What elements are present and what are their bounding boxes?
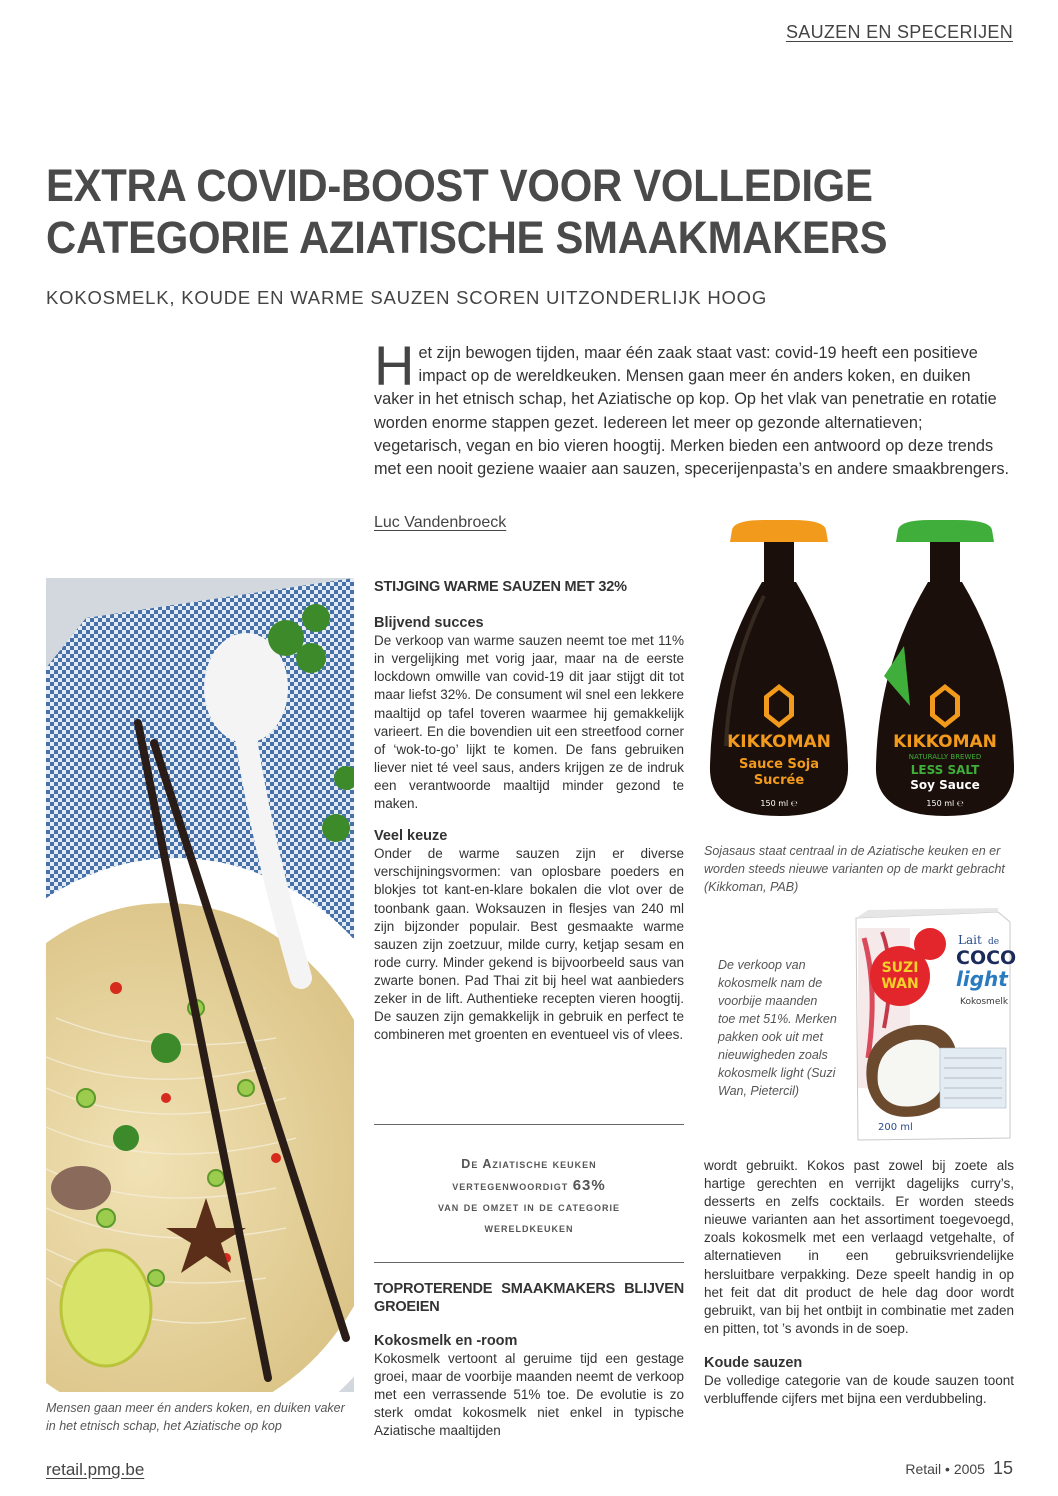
bottle1-line2: Sucrée <box>753 773 805 788</box>
coco-brand-2: WAN <box>881 976 919 992</box>
coco-de: de <box>988 937 1000 947</box>
pullquote-rule-bottom <box>374 1262 684 1263</box>
bottle-sauce-soja-sucree <box>710 520 848 816</box>
coco-light: light <box>956 967 1008 991</box>
bottle1-volume: 150 ml ℮ <box>760 799 798 808</box>
soup-caption: Mensen gaan meer én anders koken, en duiken vaker in het etnisch schap, het Aziatische op kop <box>46 1401 345 1433</box>
bottle1-brand: KIKKOMAN <box>727 732 831 752</box>
bottle2-sub: NATURALLY BREWED <box>908 753 982 761</box>
column-right-lower <box>704 1157 1014 1408</box>
text-veel-keuze: Onder de warme sauzen zijn er diverse verschijningsvormen: van oplosbare poeders en blokjes tot kant-en-klare bokalen die vlot over de toonbank gaan. Woksauzen in flesjes van 240 ml zijn bijzonder populair. Best gesmaakte warme sauzen zijn zoetzuur, milde curry, ketjap sesam en rode curry. Minder gekend is bijvoorbeeld saus van zwarte bonen. Pad Thai zit bij heel wat aanbieders zeker in de lift. Authentieke recepten vieren hoogtij. De sauzen zijn gemakkelijk in gebruik en perfect te combineren met groenten en eventueel vis of vlees. <box>374 846 684 1043</box>
text-blijvend-succes: De verkoop van warme sauzen neemt toe met 11% in vergelijking met vorig jaar, maar na de eerste lockdown omwille van covid-19 dit jaar stijgt dit tot maar liefst 32%. De consument wil snel een lekkere maaltijd op tafel toveren waarmee hij gemakkelijk varieert. En die bovendien uit een streetfood corner of ‘wok-to-go’ lijkt te komen. De fans gebruiken liever niet té veel saus, anders krijgen ze de indruk een verantwoorde maaltijd minder gezond te maken. <box>374 633 684 812</box>
kikkoman-bottles <box>704 516 1014 834</box>
article-title-line-2: CATEGORIE AZIATISCHE SMAAKMAKERS <box>46 212 888 263</box>
text-kokosmelk: Kokosmelk vertoont al geruime tijd een gestage groei, maar de voorbije maanden neemt de verkoop met een verrassende 51% toe. De evolutie is zo sterk omdat kokosmelk niet enkel in typische Aziatische maaltijden <box>374 1351 684 1439</box>
pullquote-line-4: wereldkeuken <box>484 1221 574 1235</box>
heading-veel-keuze: Veel keuze <box>374 828 448 845</box>
bottle2-brand: KIKKOMAN <box>893 732 997 752</box>
kikkoman-photo <box>704 516 1014 834</box>
pullquote-line-2 <box>374 1175 684 1197</box>
heading-blijvend-succes: Blijvend succes <box>374 615 484 632</box>
soup-photo <box>46 578 354 1392</box>
coco-volume: 200 ml <box>878 1122 913 1133</box>
coco-lait: Lait <box>958 933 982 947</box>
coco-kokosmelk: Kokosmelk <box>960 997 1009 1007</box>
pullquote-rule-top <box>374 1124 684 1125</box>
pullquote-line-1: De Aziatische keuken <box>461 1157 597 1171</box>
pullquote-line-2-prefix: vertegenwoordigt <box>452 1179 573 1193</box>
author-byline: Luc Vandenbroeck <box>374 514 507 531</box>
footer-issue-label: Retail • 2005 <box>905 1461 985 1477</box>
intro-paragraph <box>374 334 1014 481</box>
heading-koude-sauzen: Koude sauzen <box>704 1354 803 1371</box>
bottle-less-salt-soy-sauce <box>876 520 1014 816</box>
heading-top-flavourings: TOPROTERENDE SMAAKMAKERS BLIJVEN GROEIEN <box>374 1281 684 1315</box>
coconut-milk-photo <box>848 908 1018 1144</box>
bottle1-line1: Sauce Soja <box>739 757 819 772</box>
kikkoman-caption: Sojasaus staat centraal in de Aziatische keuken en er worden steeds nieuwe varianten op de markt gebracht (Kikkoman, PAB) <box>704 844 1005 894</box>
intro-text: et zijn bewogen tijden, maar één zaak staat vast: covid-19 heeft een positieve impact op de wereldkeuken. Mensen gaan meer én anders koken, en duiken vaker in het etnisch schap, het Aziatische op kop. Op het vlak van penetratie en rotatie worden enorme stappen gezet. Iedereen let meer op gezonde alternatieven; vegetarisch, vegan en bio vieren hoogtij. Merken bieden een antwoord op deze trends met een nooit geziene waaier aan sauzen, specerijenpasta’s en andere smaakbrengers. <box>374 344 1010 479</box>
article-title <box>46 160 939 264</box>
bottle2-volume: 150 ml ℮ <box>926 799 964 808</box>
coconut-milk-carton <box>848 908 1018 1144</box>
drop-cap: H <box>374 334 415 397</box>
text-kokosmelk-continued: wordt gebruikt. Kokos past zowel bij zoete als hartige gerechten en verrijkt dagelijks curry’s, desserts en zelfs cocktails. Er worden steeds nieuwe varianten aan het assortiment toegevoegd, zoals kokosmelk met een verlaagd vetgehalte, of alternatieven in een gebruiksvriendelijke hersluitbare verpakking. Deze speelt handig in op het feit dat dit product de hele dag door wordt gebruikt, van bij het ontbijt in combinatie met zaden en pitten, tot ’s avonds in de soep. <box>704 1158 1014 1336</box>
column-middle-lower <box>374 1280 684 1441</box>
text-koude-sauzen: De volledige categorie van de koude sauzen toont verbluffende cijfers met bijna een verdubbeling. <box>704 1373 1014 1407</box>
pullquote-percentage: 63% <box>572 1177 606 1194</box>
page-number: 15 <box>992 1458 1013 1478</box>
bottle2-line2: Soy Sauce <box>910 778 980 792</box>
article-title-line-1: EXTRA COVID-BOOST VOOR VOLLEDIGE <box>46 160 873 211</box>
heading-kokosmelk: Kokosmelk en -room <box>374 1333 518 1349</box>
footer-issue <box>905 1458 1013 1479</box>
column-middle-upper <box>374 578 684 1044</box>
pullquote <box>374 1154 684 1239</box>
section-tag: SAUZEN EN SPECERIJEN <box>785 22 1013 42</box>
bottle2-line1: LESS SALT <box>910 763 980 777</box>
coco-brand-1: SUZI <box>881 960 919 976</box>
coco-word: COCO <box>956 947 1017 969</box>
coco-caption: De verkoop van kokosmelk nam de voorbije maanden toe met 51%. Merken pakken ook uit met nieuwigheden zoals kokosmelk light (Suzi Wan, Pietercil) <box>718 958 837 1098</box>
article-subtitle: KOKOSMELK, KOUDE EN WARME SAUZEN SCOREN UITZONDERLIJK HOOG <box>46 287 768 308</box>
pullquote-line-3: van de omzet in de categorie <box>437 1200 621 1214</box>
heading-warm-sauces: STIJGING WARME SAUZEN MET 32% <box>374 579 627 595</box>
footer-site-link[interactable]: retail.pmg.be <box>46 1460 145 1479</box>
soup-illustration <box>46 578 354 1392</box>
